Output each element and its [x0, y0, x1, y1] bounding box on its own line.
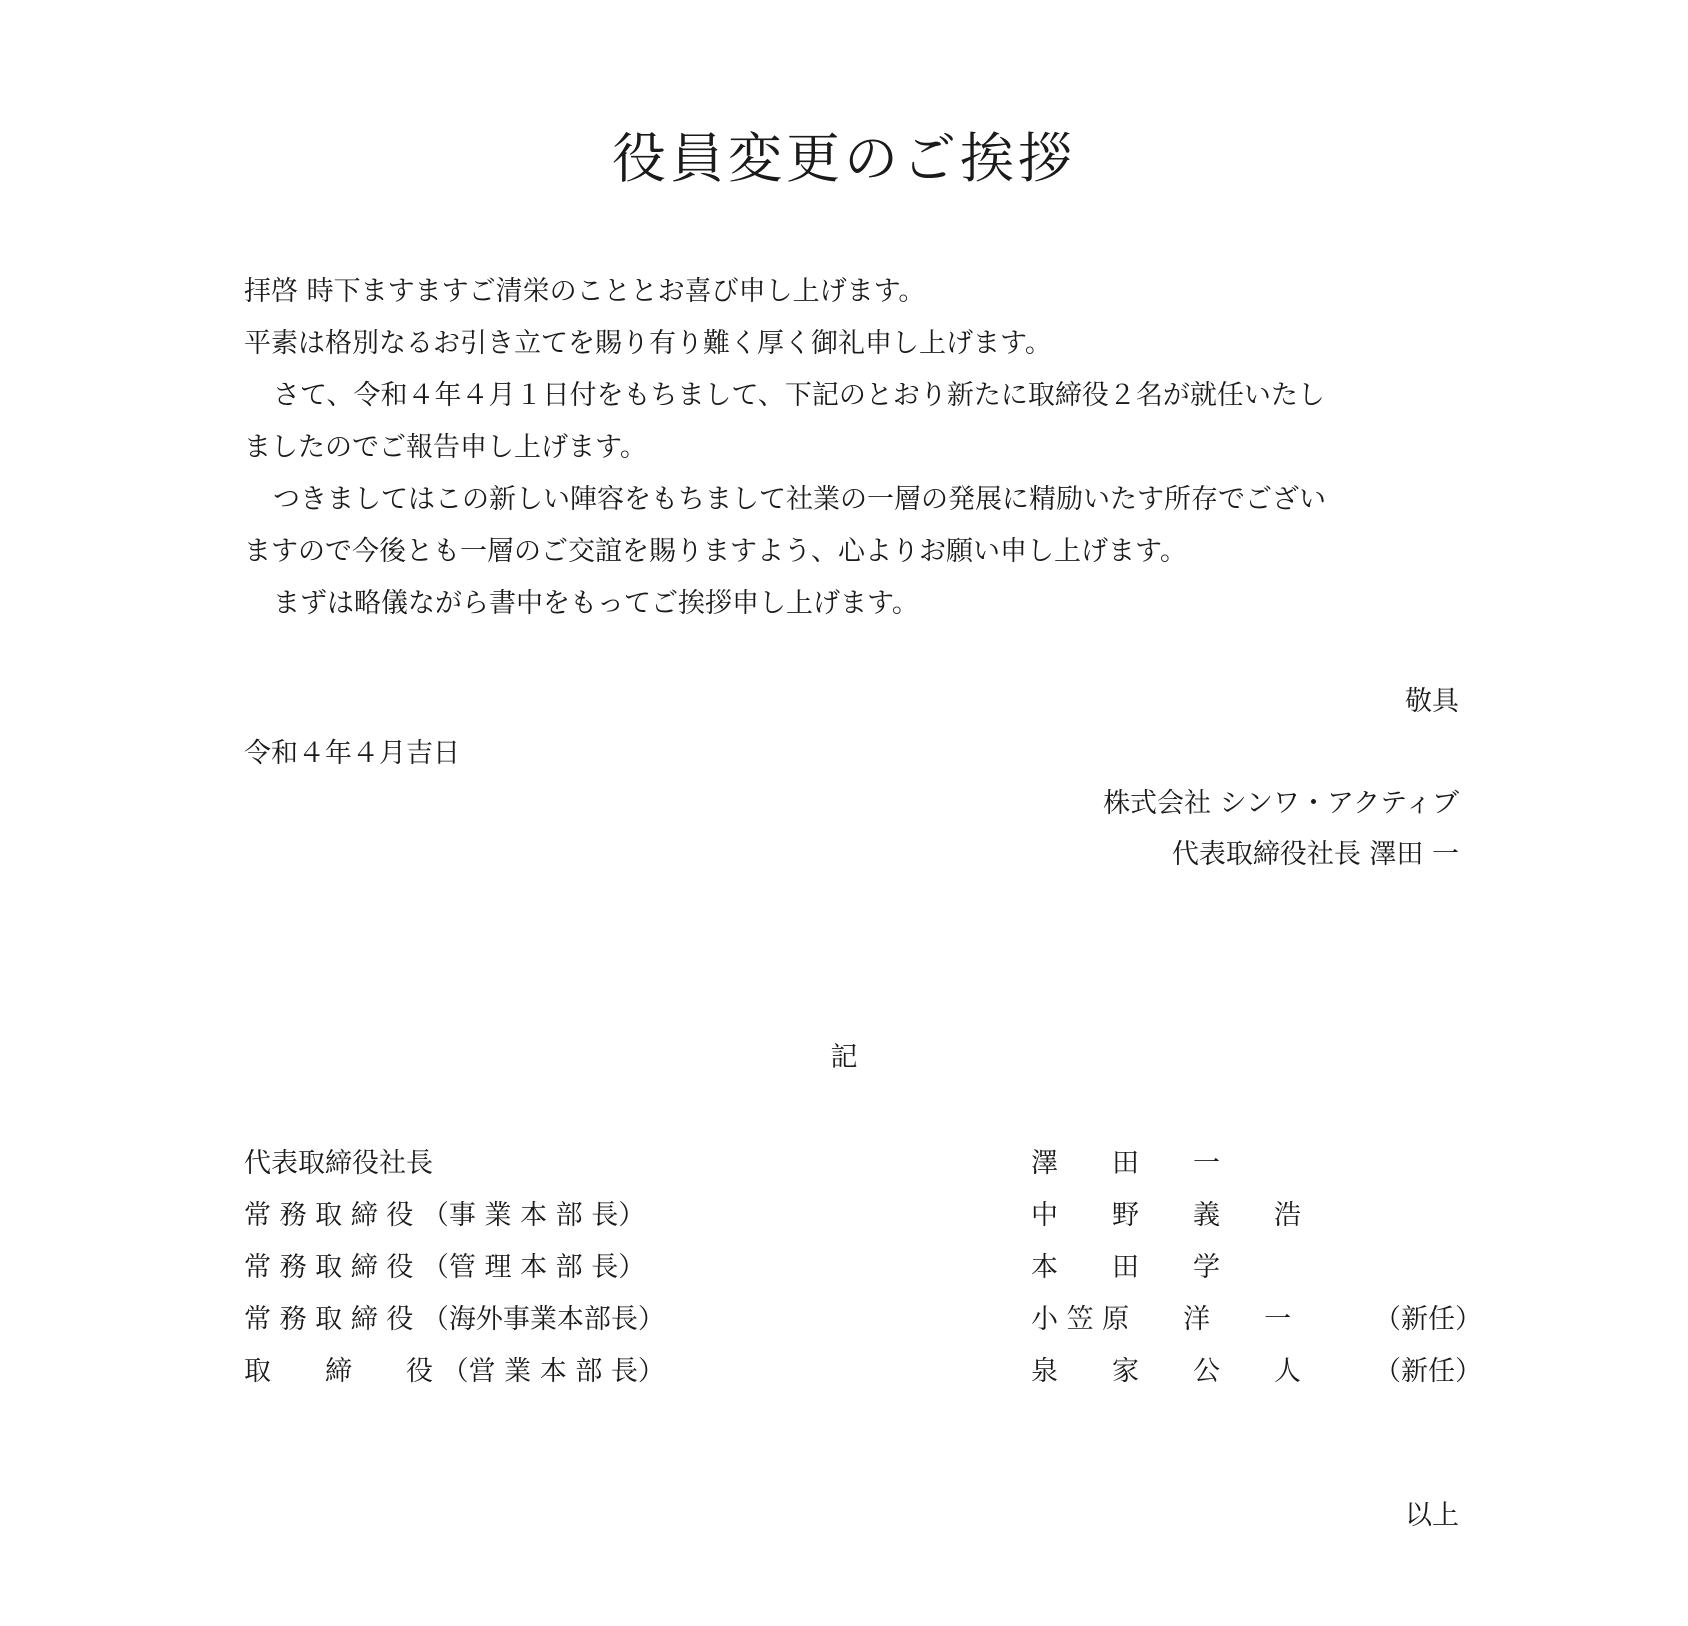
paragraph-announcement-2: ましたのでご報告申し上げます。	[244, 432, 647, 463]
officer-roster	[244, 1138, 1482, 1398]
officer-name: 小 笠 原 洋 一	[1031, 1304, 1292, 1335]
paragraph-thanks: 平素は格別なるお引き立てを賜り有り難く厚く御礼申し上げます。	[244, 328, 1052, 359]
roster-row	[244, 1242, 1474, 1294]
paragraph-closing-remark: まずは略儀ながら書中をもってご挨拶申し上げます。	[273, 588, 919, 619]
company-name: 株式会社 シンワ・アクティブ	[1103, 788, 1459, 819]
officer-title: 常 務 取 締 役 （管 理 本 部 長）	[244, 1252, 646, 1283]
officer-name: 本 田 学	[1031, 1252, 1220, 1283]
officer-note: （新任）	[1374, 1356, 1482, 1387]
letter-date: 令和４年４月吉日	[244, 738, 460, 769]
officer-title: 常 務 取 締 役 （海外事業本部長）	[244, 1304, 665, 1335]
paragraph-greeting: 拝啓 時下ますますご清栄のこととお喜び申し上げます。	[244, 276, 926, 307]
officer-title: 取 締 役 （営 業 本 部 長）	[244, 1356, 665, 1387]
signer-name: 代表取締役社長 澤田 一	[1171, 839, 1459, 870]
closing-keigu: 敬具	[1405, 686, 1459, 717]
roster-row	[244, 1190, 1474, 1242]
paragraph-announcement-1: さて、令和４年４月１日付をもちまして、下記のとおり新たに取締役２名が就任いたし	[273, 380, 1325, 411]
ki-heading: 記	[830, 1042, 858, 1073]
document-title: 役員変更のご挨拶	[612, 127, 1076, 190]
paragraph-request-2: ますので今後とも一層のご交誼を賜りますよう、心よりお願い申し上げます。	[244, 536, 1187, 567]
officer-note: （新任）	[1374, 1304, 1482, 1335]
paragraph-request-1: つきましてはこの新しい陣容をもちまして社業の一層の発展に精励いたす所存でござい	[273, 484, 1326, 515]
roster-row	[244, 1346, 1482, 1398]
officer-name: 澤 田 一	[1031, 1148, 1220, 1179]
officer-title: 常 務 取 締 役 （事 業 本 部 長）	[244, 1200, 646, 1231]
officer-name: 中 野 義 浩	[1031, 1200, 1301, 1231]
roster-row	[244, 1294, 1482, 1346]
officer-title: 代表取締役社長	[244, 1148, 433, 1179]
letter-body	[244, 266, 1464, 630]
officer-name: 泉 家 公 人	[1031, 1356, 1301, 1387]
closing-ijou: 以上	[1405, 1500, 1459, 1531]
roster-row	[244, 1138, 1474, 1190]
